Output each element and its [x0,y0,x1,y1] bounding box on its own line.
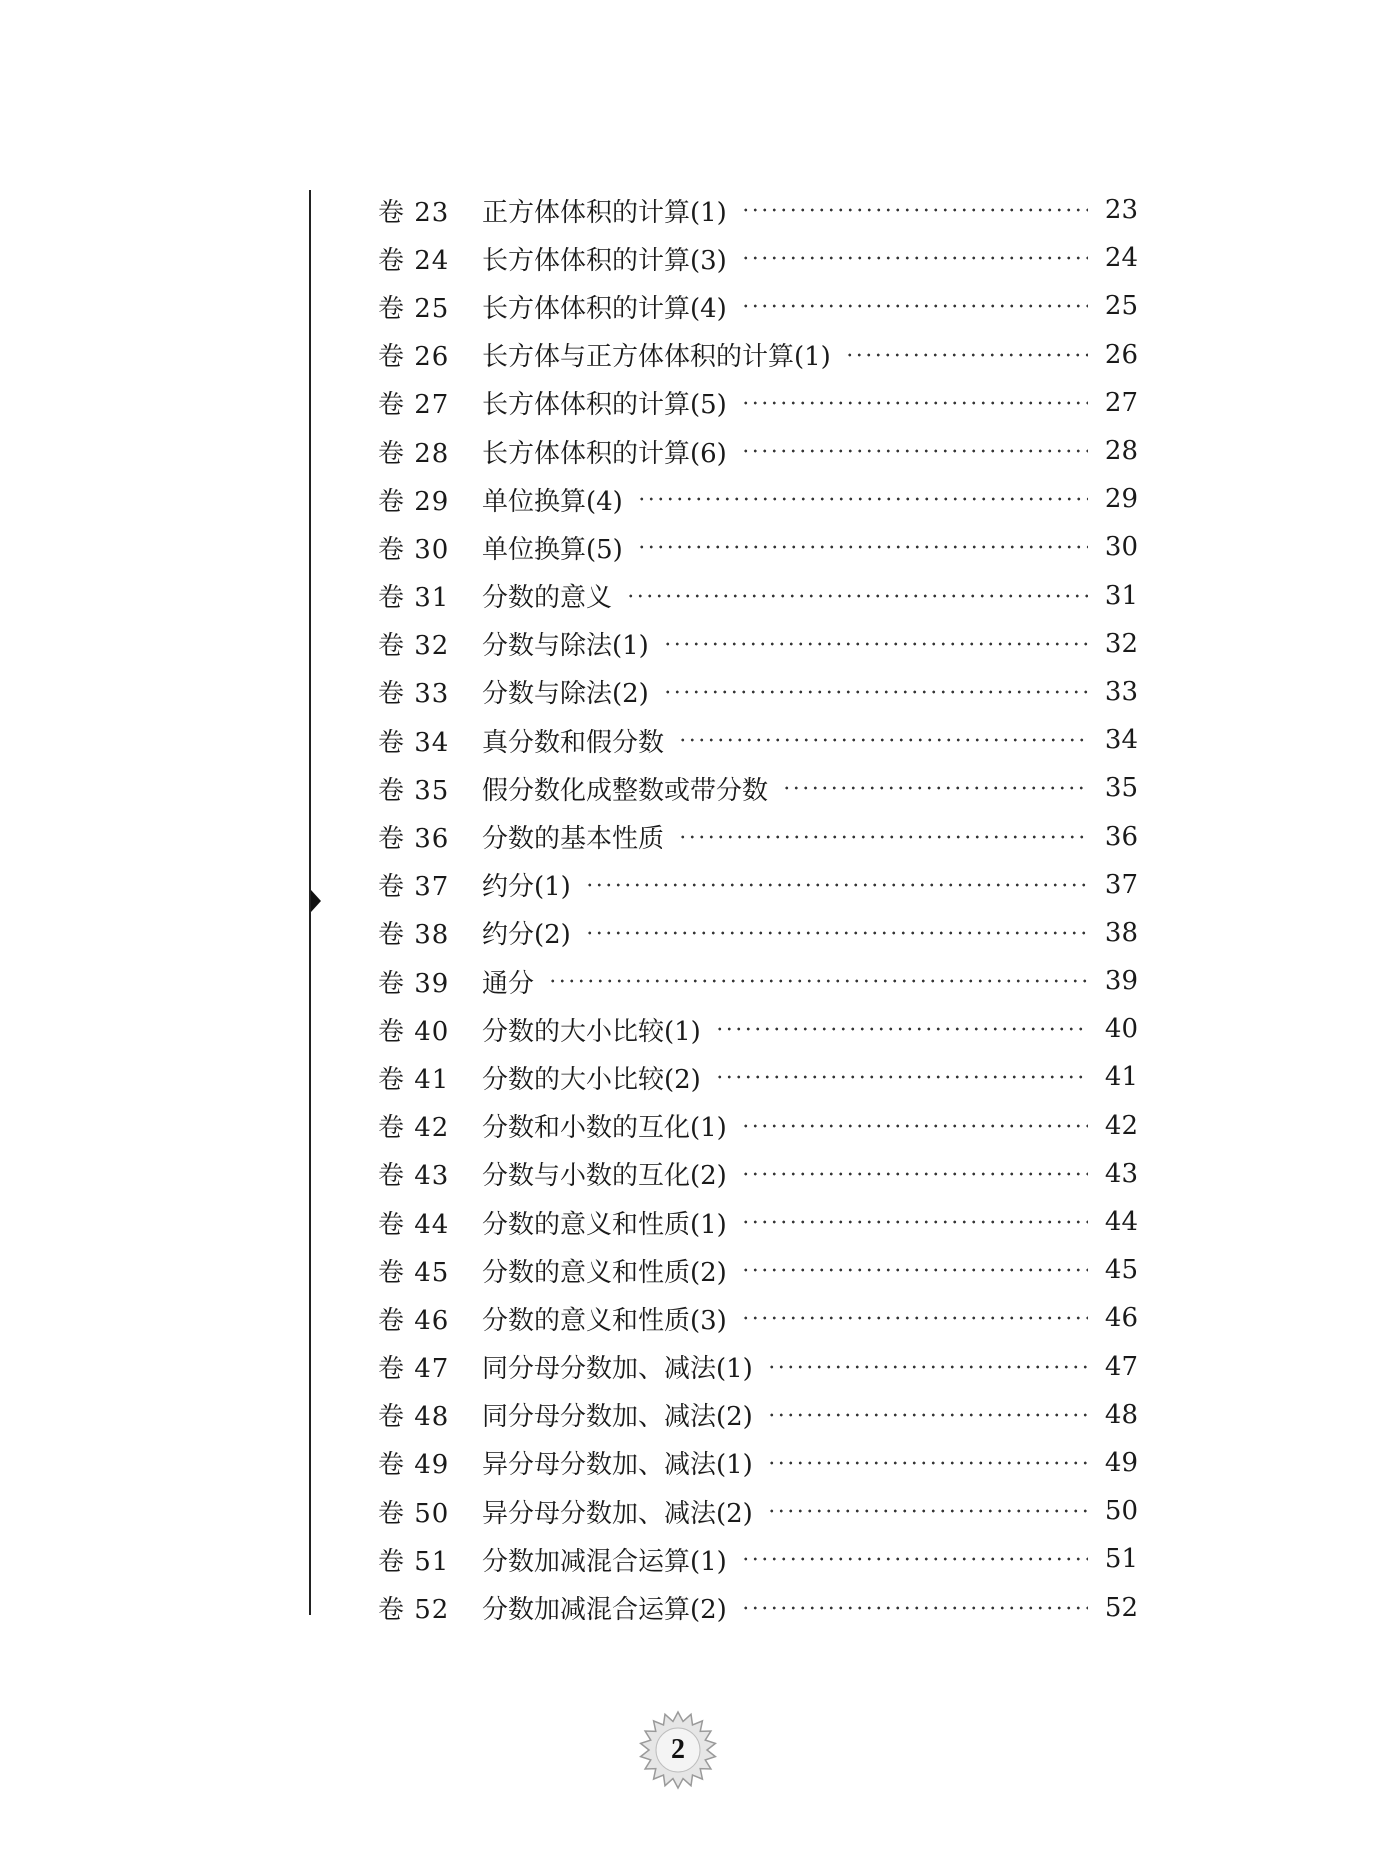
toc-entry [378,234,1138,282]
volume-label: 卷 39 [378,968,450,999]
toc-entry [378,861,1138,909]
entry-page-number: 26 [1104,339,1138,370]
toc-entry [378,523,1138,571]
volume-label: 卷 45 [378,1257,450,1288]
toc-entry [378,1535,1138,1583]
volume-label: 卷 30 [378,534,450,565]
entry-page-number: 39 [1104,966,1138,997]
entry-title: 分数的意义和性质(3) [482,1305,727,1336]
dot-leader [663,679,1088,705]
toc-entry [378,1150,1138,1198]
entry-title: 单位换算(5) [482,534,623,565]
toc-entry [378,427,1138,475]
volume-label: 卷 23 [378,197,450,228]
toc-entry [378,1294,1138,1342]
dot-leader [637,534,1088,560]
entry-page-number: 38 [1104,917,1138,948]
volume-label: 卷 25 [378,293,450,324]
volume-label: 卷 28 [378,438,450,469]
toc-entry [378,957,1138,1005]
dot-leader [715,1016,1088,1042]
dot-leader [741,1546,1088,1572]
toc-entry [378,572,1138,620]
page-number: 2 [671,1734,685,1765]
entry-page-number: 35 [1104,773,1138,804]
entry-title: 长方体体积的计算(5) [482,390,727,421]
entry-title: 假分数化成整数或带分数 [482,775,769,806]
entry-title: 异分母分数加、减法(2) [482,1498,753,1529]
dot-leader [741,1209,1088,1235]
volume-label: 卷 41 [378,1064,450,1095]
entry-title: 异分母分数加、减法(1) [482,1450,753,1481]
dot-leader [767,1402,1088,1428]
volume-label: 卷 49 [378,1450,450,1481]
page-number-badge [638,1710,718,1790]
dot-leader [741,1161,1088,1187]
dot-leader [678,727,1088,753]
toc-entry [378,1583,1138,1631]
toc-entry [378,1487,1138,1535]
entry-page-number: 49 [1104,1447,1138,1478]
dot-leader [663,631,1088,657]
entry-title: 分数与除法(2) [482,679,649,710]
entry-page-number: 30 [1104,532,1138,563]
entry-title: 真分数和假分数 [482,727,665,758]
toc-entry [378,1246,1138,1294]
toc-entry [378,668,1138,716]
volume-label: 卷 40 [378,1016,450,1047]
dot-leader [782,775,1088,801]
entry-page-number: 47 [1104,1351,1138,1382]
dot-leader [637,486,1088,512]
dot-leader [767,1354,1088,1380]
dot-leader [741,438,1088,464]
toc-entry [378,1439,1138,1487]
volume-label: 卷 26 [378,342,450,373]
volume-label: 卷 43 [378,1161,450,1192]
entry-page-number: 29 [1104,484,1138,515]
toc-entry [378,1343,1138,1391]
triangle-right-icon [311,890,321,912]
entry-page-number: 46 [1104,1303,1138,1334]
entry-title: 分数的基本性质 [482,824,665,855]
dot-leader [585,872,1088,898]
toc-entry [378,620,1138,668]
toc-entry [378,1005,1138,1053]
dot-leader [741,1113,1088,1139]
toc-entry [378,1391,1138,1439]
toc-entry [378,812,1138,860]
dot-leader [626,583,1088,609]
entry-title: 同分母分数加、减法(1) [482,1354,753,1385]
volume-label: 卷 42 [378,1113,450,1144]
entry-page-number: 25 [1104,291,1138,322]
toc-entry [378,186,1138,234]
volume-label: 卷 50 [378,1498,450,1529]
entry-title: 分数与小数的互化(2) [482,1161,727,1192]
volume-label: 卷 34 [378,727,450,758]
volume-label: 卷 44 [378,1209,450,1240]
entry-page-number: 52 [1104,1592,1138,1623]
toc-entry [378,379,1138,427]
volume-label: 卷 24 [378,245,450,276]
dot-leader [715,1064,1088,1090]
volume-label: 卷 33 [378,679,450,710]
entry-title: 分数加减混合运算(2) [482,1595,727,1626]
entry-title: 分数的意义 [482,583,613,614]
entry-page-number: 33 [1104,676,1138,707]
dot-leader [548,968,1088,994]
entry-page-number: 51 [1104,1544,1138,1575]
entry-page-number: 43 [1104,1158,1138,1189]
dot-leader [741,1595,1088,1621]
toc-entry [378,1102,1138,1150]
entry-title: 约分(1) [482,872,571,903]
entry-title: 分数的意义和性质(2) [482,1257,727,1288]
entry-page-number: 37 [1104,869,1138,900]
entry-page-number: 24 [1104,243,1138,274]
entry-page-number: 23 [1104,195,1138,226]
toc-entry [378,282,1138,330]
entry-title: 分数的意义和性质(1) [482,1209,727,1240]
entry-title: 分数的大小比较(2) [482,1064,701,1095]
volume-label: 卷 47 [378,1354,450,1385]
entry-title: 通分 [482,968,535,999]
entry-page-number: 48 [1104,1399,1138,1430]
volume-label: 卷 51 [378,1546,450,1577]
entry-page-number: 28 [1104,436,1138,467]
dot-leader [741,1257,1088,1283]
entry-page-number: 32 [1104,628,1138,659]
volume-label: 卷 29 [378,486,450,517]
entry-title: 单位换算(4) [482,486,623,517]
toc-entry [378,331,1138,379]
entry-title: 长方体与正方体体积的计算(1) [482,342,831,373]
entry-title: 正方体体积的计算(1) [482,197,727,228]
entry-title: 同分母分数加、减法(2) [482,1402,753,1433]
toc-entry [378,764,1138,812]
dot-leader [845,342,1088,368]
volume-label: 卷 52 [378,1595,450,1626]
dot-leader [741,1305,1088,1331]
volume-label: 卷 46 [378,1305,450,1336]
volume-label: 卷 37 [378,872,450,903]
entry-title: 分数的大小比较(1) [482,1016,701,1047]
dot-leader [678,824,1088,850]
entry-page-number: 50 [1104,1496,1138,1527]
dot-leader [741,245,1088,271]
entry-page-number: 27 [1104,387,1138,418]
entry-page-number: 44 [1104,1207,1138,1238]
volume-label: 卷 31 [378,583,450,614]
dot-leader [585,920,1088,946]
toc-entry [378,1053,1138,1101]
volume-label: 卷 38 [378,920,450,951]
entry-page-number: 31 [1104,580,1138,611]
dot-leader [767,1450,1088,1476]
toc-entry [378,716,1138,764]
entry-title: 分数加减混合运算(1) [482,1546,727,1577]
dot-leader [767,1498,1088,1524]
dot-leader [741,293,1088,319]
entry-page-number: 42 [1104,1110,1138,1141]
entry-page-number: 40 [1104,1014,1138,1045]
volume-label: 卷 35 [378,775,450,806]
volume-label: 卷 48 [378,1402,450,1433]
toc-entry [378,909,1138,957]
volume-label: 卷 32 [378,631,450,662]
entry-title: 约分(2) [482,920,571,951]
toc-entry [378,1198,1138,1246]
entry-title: 长方体体积的计算(3) [482,245,727,276]
entry-page-number: 36 [1104,821,1138,852]
entry-page-number: 45 [1104,1255,1138,1286]
entry-title: 长方体体积的计算(6) [482,438,727,469]
entry-page-number: 41 [1104,1062,1138,1093]
entry-page-number: 34 [1104,725,1138,756]
entry-title: 分数和小数的互化(1) [482,1113,727,1144]
volume-label: 卷 27 [378,390,450,421]
table-of-contents [378,186,1138,1632]
dot-leader [741,390,1088,416]
entry-title: 长方体体积的计算(4) [482,293,727,324]
dot-leader [741,197,1088,223]
entry-title: 分数与除法(1) [482,631,649,662]
volume-label: 卷 36 [378,824,450,855]
toc-entry [378,475,1138,523]
